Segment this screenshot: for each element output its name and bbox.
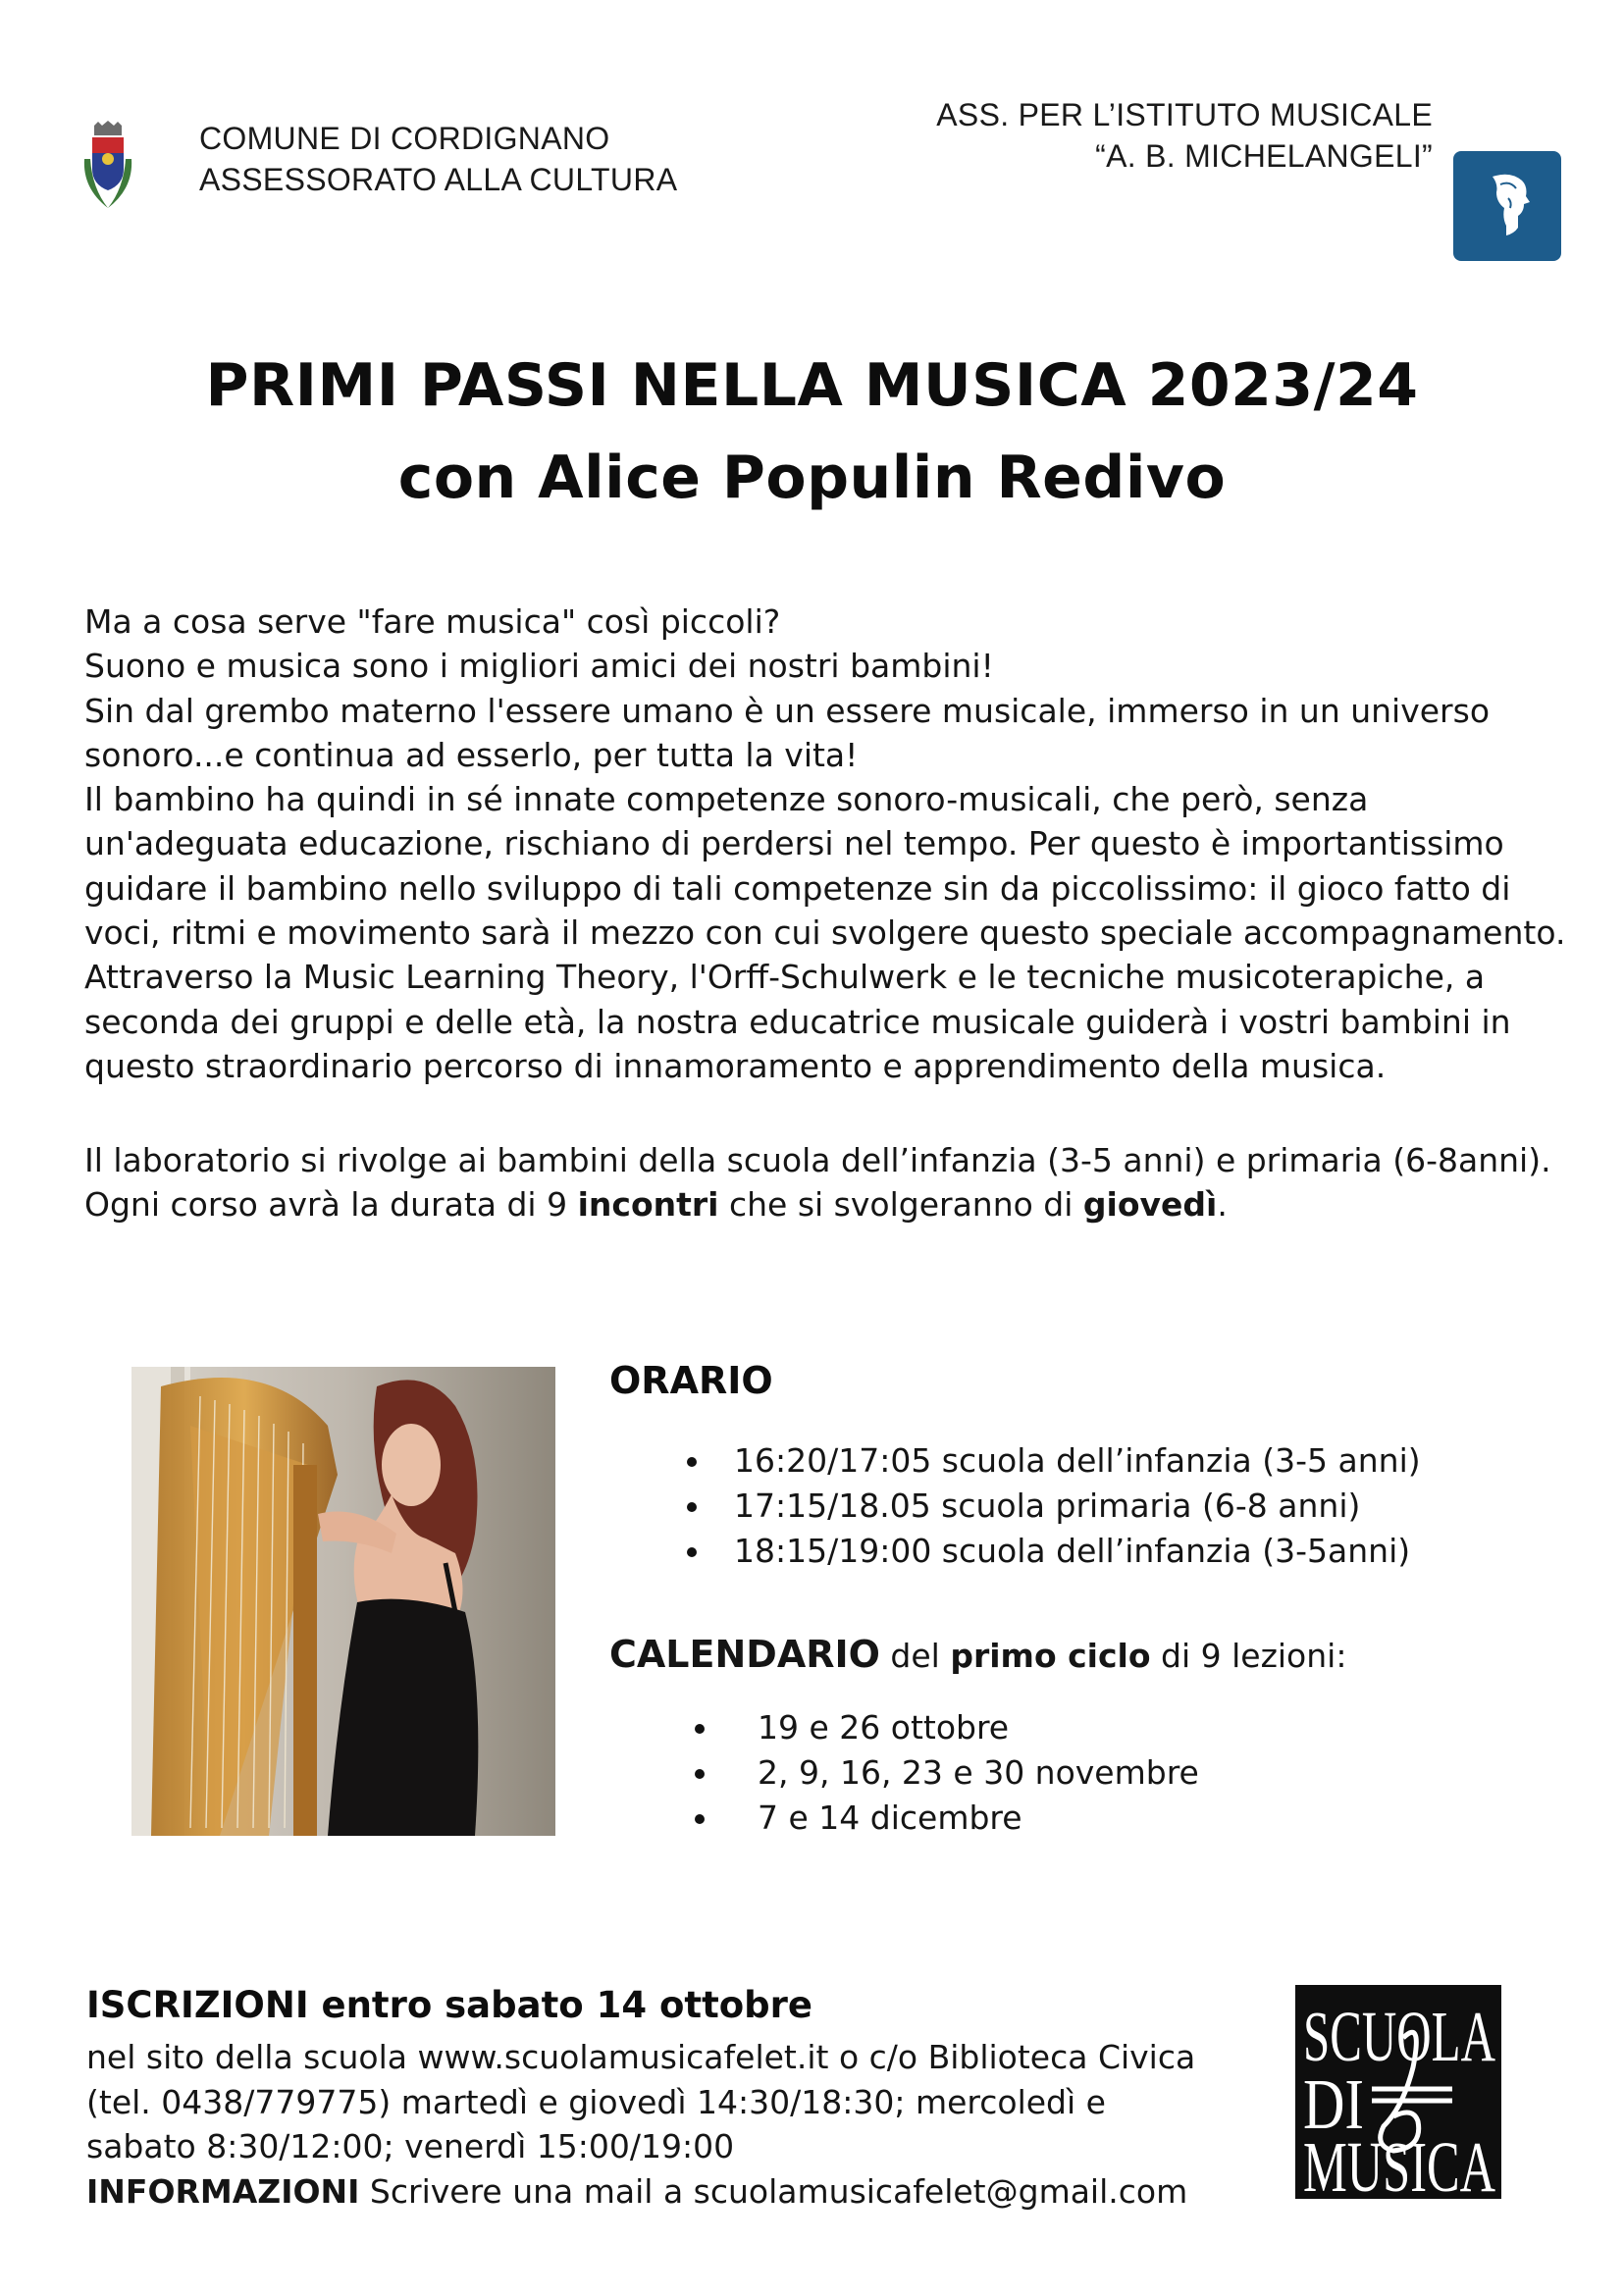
page-subtitle: con Alice Populin Redivo	[397, 443, 1227, 512]
bullet-icon	[687, 1547, 697, 1557]
intro-line: seconda dei gruppi e delle età, la nostra educatrice musicale guiderà i vostri bambini in	[84, 1002, 1511, 1041]
iscrizioni-line: sabato 8:30/12:00; venerdì 15:00/19:00	[86, 2127, 735, 2165]
harpist-photo	[131, 1367, 555, 1836]
iscrizioni-line: nel sito della scuola www.scuolamusicafelet.it o c/o Biblioteca Civica	[86, 2038, 1196, 2076]
orario-heading: ORARIO	[609, 1359, 773, 1402]
intro-line: Attraverso la Music Learning Theory, l'Orff-Schulwerk e le tecniche musicoterapiche, a	[84, 958, 1486, 997]
list-item	[758, 1705, 1199, 1750]
comune-line1: COMUNE DI CORDIGNANO	[199, 121, 610, 156]
list-item	[734, 1529, 1421, 1574]
intro-line: questo straordinario percorso di innamoramento e apprendimento della musica.	[84, 1046, 1387, 1085]
informazioni-label: INFORMAZIONI	[86, 2171, 360, 2211]
comune-crest-icon	[80, 120, 135, 214]
calendario-text: del	[879, 1637, 951, 1675]
intro-line: voci, ritmi e movimento sarà il mezzo con cui svolgere questo speciale accompagnamento.	[84, 913, 1566, 953]
orario-item-text: 18:15/19:00 scuola dell’infanzia (3-5anni)	[734, 1532, 1411, 1570]
page-title: PRIMI PASSI NELLA MUSICA 2023/24	[205, 351, 1419, 420]
calendario-primo-ciclo: primo ciclo	[950, 1637, 1151, 1675]
lab-text: che si svolgeranno di	[718, 1185, 1083, 1225]
comune-line2: ASSESSORATO ALLA CULTURA	[199, 162, 678, 197]
list-item	[734, 1484, 1421, 1529]
bullet-icon	[695, 1724, 705, 1734]
calendario-list	[758, 1705, 1199, 1841]
logo-di-text: DI	[1303, 2063, 1364, 2144]
intro-line: un'adeguata educazione, rischiano di perdersi nel tempo. Per questo è importantissimo	[84, 824, 1504, 863]
list-item	[734, 1438, 1421, 1484]
logo-musica-text: MUSICA	[1303, 2127, 1496, 2205]
iscrizioni-heading: ISCRIZIONI entro sabato 14 ottobre	[86, 1984, 812, 2026]
lab-giovedi: giovedì	[1082, 1185, 1218, 1225]
intro-line: Suono e musica sono i migliori amici dei nostri bambini!	[84, 647, 994, 686]
bullet-icon	[695, 1769, 705, 1779]
intro-paragraph	[84, 600, 1596, 1088]
lab-incontri: incontri	[577, 1185, 719, 1225]
intro-line: Sin dal grembo materno l'essere umano è un essere musicale, immerso in un universo	[84, 691, 1491, 730]
bullet-icon	[687, 1502, 697, 1512]
association-heading	[864, 94, 1433, 177]
bullet-icon	[687, 1457, 697, 1467]
iscrizioni-body	[86, 2035, 1195, 2214]
calendario-item-text: 2, 9, 16, 23 e 30 novembre	[758, 1753, 1199, 1792]
bullet-icon	[695, 1814, 705, 1824]
intro-line: guidare il bambino nello sviluppo di tali competenze sin da piccolissimo: il gioco fatto di	[84, 868, 1511, 908]
calendario-item-text: 19 e 26 ottobre	[758, 1708, 1010, 1747]
lab-line2	[84, 1182, 1596, 1226]
intro-line: sonoro...e continua ad esserlo, per tutta la vita!	[84, 735, 859, 774]
informazioni-line	[86, 2169, 1195, 2215]
orario-item-text: 16:20/17:05 scuola dell’infanzia (3-5 anni)	[734, 1441, 1421, 1480]
intro-line: Ma a cosa serve "fare musica" così piccoli?	[84, 602, 781, 641]
lab-paragraph	[84, 1138, 1596, 1227]
calendario-heading	[609, 1633, 1346, 1676]
intro-line: Il bambino ha quindi in sé innate competenze sonoro-musicali, che però, senza	[84, 780, 1369, 819]
comune-heading	[199, 118, 677, 200]
informazioni-text: Scrivere una mail a scuolamusicafelet@gmail.com	[359, 2171, 1188, 2211]
scuola-di-musica-logo	[1295, 1979, 1501, 2205]
michelangeli-logo-icon	[1453, 151, 1561, 261]
logo-scuola-text: SCUOLA	[1303, 1996, 1496, 2076]
calendario-title: CALENDARIO	[609, 1633, 880, 1676]
calendario-text: di 9 lezioni:	[1150, 1637, 1347, 1675]
list-item	[758, 1750, 1199, 1796]
orario-item-text: 17:15/18.05 scuola primaria (6-8 anni)	[734, 1487, 1361, 1525]
association-line2: “A. B. MICHELANGELI”	[1095, 138, 1433, 174]
association-line1: ASS. PER L’ISTITUTO MUSICALE	[936, 97, 1433, 132]
calendario-item-text: 7 e 14 dicembre	[758, 1799, 1022, 1837]
lab-line1: Il laboratorio si rivolge ai bambini della scuola dell’infanzia (3-5 anni) e primaria (6-8anni).	[84, 1141, 1551, 1179]
iscrizioni-line: (tel. 0438/779775) martedì e giovedì 14:30/18:30; mercoledì e	[86, 2082, 1106, 2121]
orario-list	[734, 1438, 1421, 1574]
list-item	[758, 1796, 1199, 1841]
lab-text: .	[1217, 1185, 1228, 1225]
lab-text: Ogni corso avrà la durata di 9	[84, 1185, 578, 1225]
